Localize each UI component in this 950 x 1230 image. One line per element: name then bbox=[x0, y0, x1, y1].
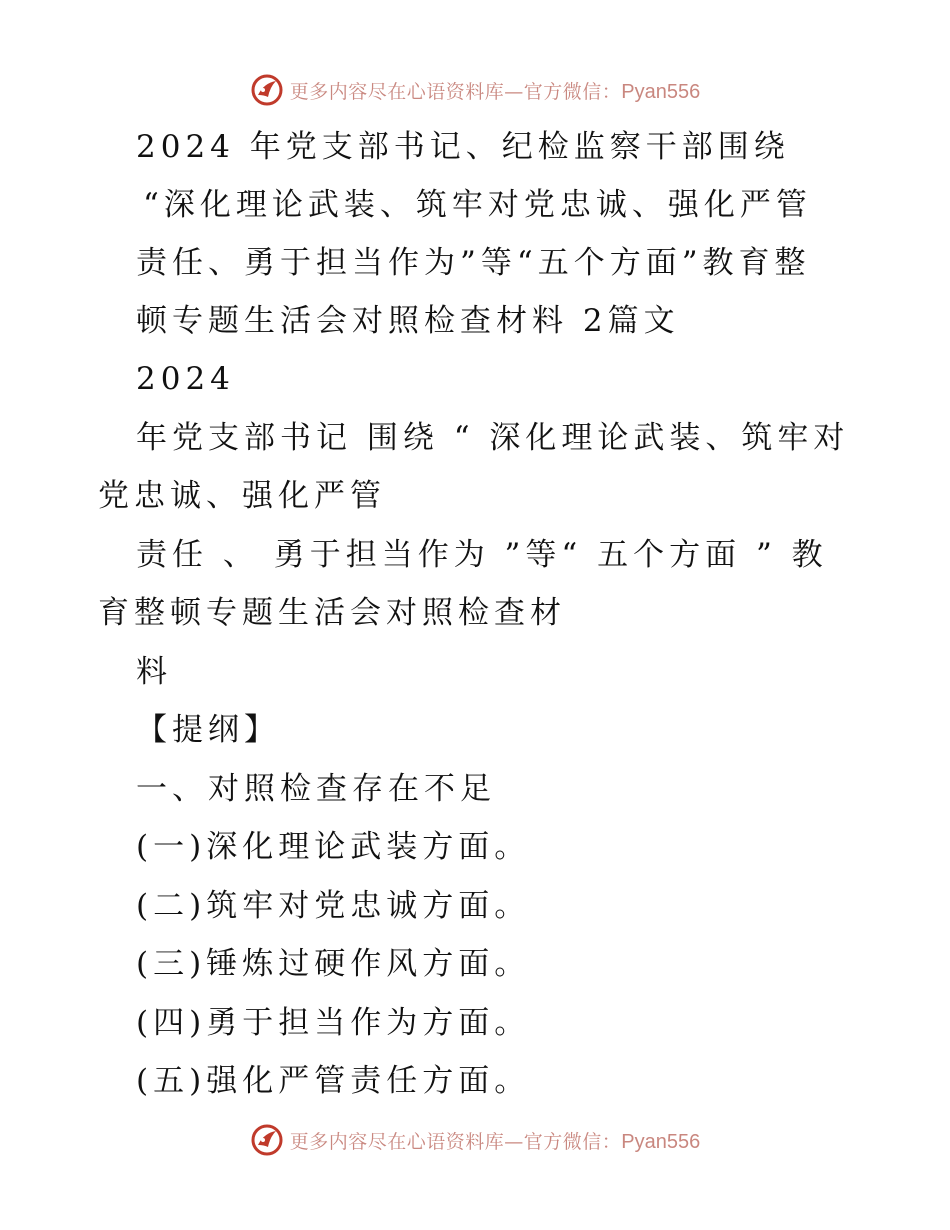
outline-section-1: 一、对照检查存在不足 bbox=[136, 771, 496, 807]
body-line-2: 党忠诚、强化严管 bbox=[98, 478, 386, 514]
watermark-prefix: 更多内容尽在心语资料库—官方微信： bbox=[289, 80, 622, 103]
body-line-5: 料 bbox=[136, 654, 172, 690]
watermark-text bbox=[290, 1127, 700, 1154]
body-line-1: 年党支部书记 围绕 “ 深化理论武装、筑牢对 bbox=[136, 420, 850, 456]
outline-item-1: (一)深化理论武装方面。 bbox=[136, 829, 531, 865]
title-line-1: 2024 年党支部书记、纪检监察干部围绕 bbox=[136, 129, 790, 165]
title-line-3: 责任、勇于担当作为”等“五个方面”教育整 bbox=[136, 245, 811, 281]
outline-heading: 【提纲】 bbox=[136, 712, 280, 748]
outline-item-5: (五)强化严管责任方面。 bbox=[136, 1063, 531, 1099]
body-line-4: 育整顿专题生活会对照检查材 bbox=[98, 595, 566, 631]
watermark-wechat-id: Pyan556 bbox=[621, 1130, 701, 1153]
brand-logo-icon bbox=[250, 1123, 284, 1157]
title-line-2: “深化理论武装、筑牢对党忠诚、强化严管 bbox=[143, 187, 812, 223]
body-line-year: 2024 bbox=[136, 361, 235, 397]
outline-item-2: (二)筑牢对党忠诚方面。 bbox=[136, 888, 531, 924]
outline-item-3: (三)锤炼过硬作风方面。 bbox=[136, 946, 531, 982]
watermark-wechat-id: Pyan556 bbox=[621, 80, 701, 103]
watermark-text bbox=[290, 77, 700, 104]
watermark-prefix: 更多内容尽在心语资料库—官方微信： bbox=[289, 1130, 622, 1153]
footer-watermark bbox=[0, 1120, 950, 1160]
title-line-4: 顿专题生活会对照检查材料 2篇文 bbox=[136, 303, 680, 339]
outline-item-4: (四)勇于担当作为方面。 bbox=[136, 1005, 531, 1041]
brand-logo-icon bbox=[250, 73, 284, 107]
header-watermark bbox=[0, 70, 950, 110]
body-line-3: 责任 、 勇于担当作为 ”等“ 五个方面 ” 教 bbox=[136, 537, 828, 573]
